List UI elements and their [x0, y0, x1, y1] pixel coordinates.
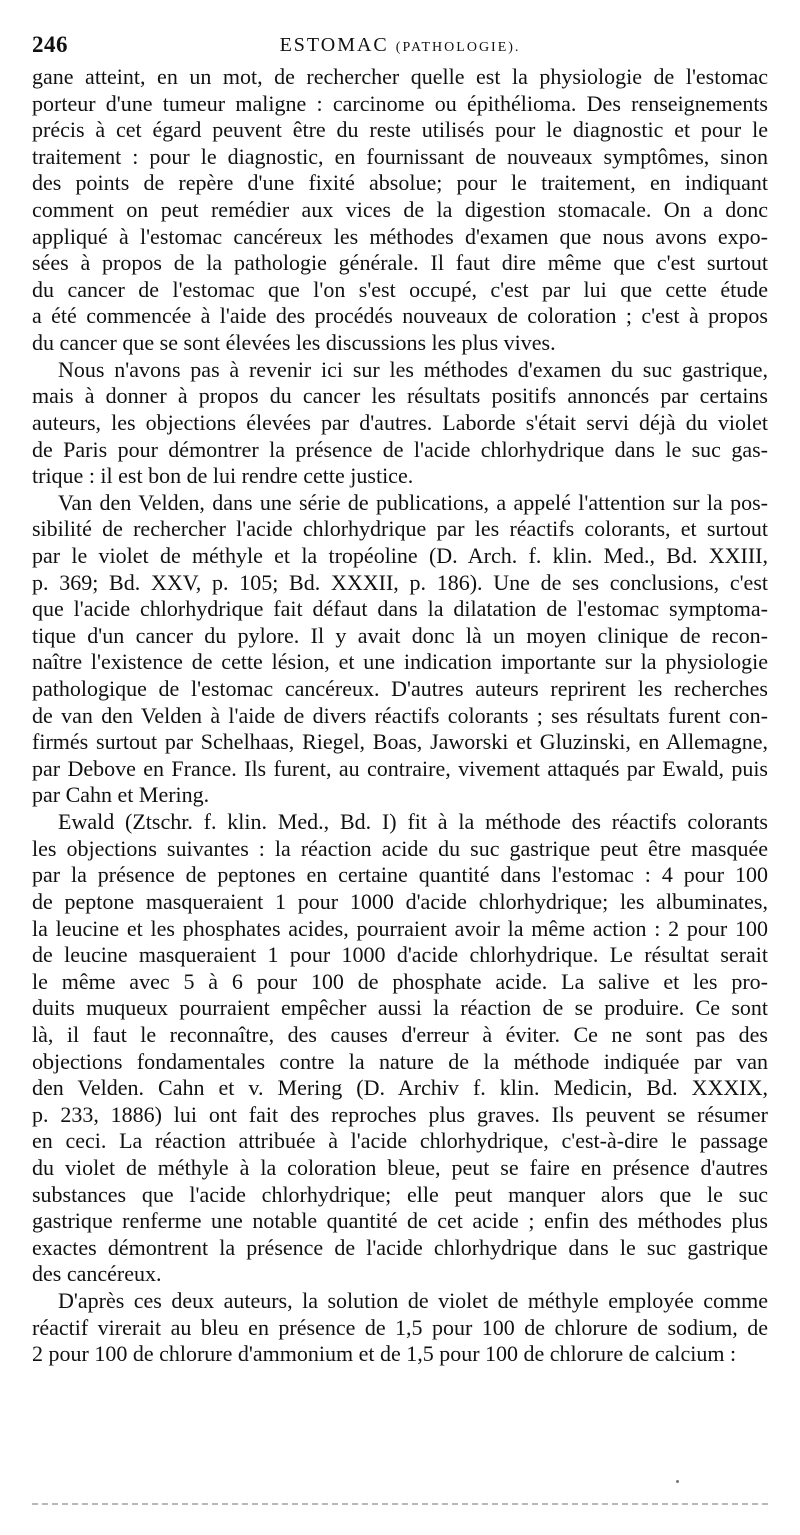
text-line: auteurs, les objections élevées par d'autres. Laborde s'était servi déjà du violet [32, 409, 768, 435]
text-line: les objections suivantes : la réaction acide du suc gastrique peut être masquée [32, 835, 768, 861]
text-line: exactes démontrent la présence de l'acide chlorhydrique dans le suc gastrique [32, 1234, 768, 1260]
text-line: p. 233, 1886) lui ont fait des reproches plus graves. Ils peuvent se résumer [32, 1101, 768, 1127]
text-line: des cancéreux. [32, 1261, 162, 1287]
running-head [32, 34, 768, 57]
text-line: là, il faut le reconnaître, des causes d'erreur à éviter. Ce ne sont pas des [32, 1021, 768, 1047]
text-line: appliqué à l'estomac cancéreux les méthodes d'examen que nous avons expo- [32, 223, 768, 249]
text-line: duits muqueux pourraient empêcher aussi la réaction de se produire. Ce sont [32, 995, 768, 1021]
text-line: objections fondamentales contre la nature de la méthode indiquée par van [32, 1048, 768, 1074]
text-line: Van den Velden, dans une série de publications, a appelé l'attention sur la pos- [58, 489, 768, 515]
text-line: tique d'un cancer du pylore. Il y avait donc là un moyen clinique de recon- [32, 622, 768, 648]
text-line: naître l'existence de cette lésion, et une indication importante sur la physiologie [32, 649, 768, 675]
text-line: du cancer que se sont élevées les discussions les plus vives. [32, 330, 556, 356]
text-line: en ceci. La réaction attribuée à l'acide chlorhydrique, c'est-à-dire le passage [32, 1128, 768, 1154]
text-line: 2 pour 100 de chlorure d'ammonium et de 1,5 pour 100 de chlorure de calcium : [32, 1341, 737, 1367]
body-text [32, 64, 768, 1368]
text-line: sibilité de rechercher l'acide chlorhydrique par les réactifs colorants, et surtout [32, 516, 768, 542]
text-line: la leucine et les phosphates acides, pourraient avoir la même action : 2 pour 100 [32, 915, 768, 941]
text-line: de leucine masqueraient 1 pour 1000 d'acide chlorhydrique. Le résultat serait [32, 942, 768, 968]
text-line: porteur d'une tumeur maligne : carcinome ou épithélioma. Des renseignements [32, 90, 768, 116]
text-line: de van den Velden à l'aide de divers réactifs colorants ; ses résultats furent con- [32, 702, 768, 728]
text-line: le même avec 5 à 6 pour 100 de phosphate acide. La salive et les pro- [32, 968, 768, 994]
page-header [32, 28, 768, 64]
text-line: du violet de méthyle à la coloration bleue, peut se faire en présence d'autres [32, 1154, 768, 1180]
text-line: réactif virerait au bleu en présence de 1,5 pour 100 de chlorure de sodium, de [32, 1314, 768, 1340]
text-line: par la présence de peptones en certaine quantité dans l'estomac : 4 pour 100 [32, 862, 768, 888]
text-line: den Velden. Cahn et v. Mering (D. Archiv f. klin. Medicin, Bd. XXXIX, [32, 1075, 768, 1101]
text-line: de peptone masqueraient 1 pour 1000 d'acide chlorhydrique; les albuminates, [32, 888, 768, 914]
text-line: mais à donner à propos du cancer les résultats positifs annoncés par certains [32, 383, 768, 409]
running-subtitle: (PATHOLOGIE). [395, 40, 521, 55]
text-line: de Paris pour démontrer la présence de l'acide chlorhydrique dans le suc gas- [32, 436, 768, 462]
text-line: p. 369; Bd. XXV, p. 105; Bd. XXXII, p. 186). Une de ses conclusions, c'est [32, 569, 768, 595]
text-line: par Debove en France. Ils furent, au contraire, vivement attaqués par Ewald, puis [32, 755, 768, 781]
footer-rule [32, 1503, 768, 1505]
text-line: comment on peut remédier aux vices de la digestion stomacale. On a donc [32, 197, 768, 223]
text-line: des points de repère d'une fixité absolue; pour le traitement, en indiquant [32, 170, 768, 196]
text-line: pathologique de l'estomac cancéreux. D'autres auteurs reprirent les recherches [32, 676, 768, 702]
text-line: gastrique renferme une notable quantité de cet acide ; enfin des méthodes plus [32, 1208, 768, 1234]
page-number: 246 [32, 32, 68, 57]
text-line: firmés surtout par Schelhaas, Riegel, Boas, Jaworski et Gluzinski, en Allemagne, [32, 729, 768, 755]
ink-speck [676, 1480, 679, 1483]
text-line: D'après ces deux auteurs, la solution de violet de méthyle employée comme [58, 1288, 768, 1314]
text-line: par Cahn et Mering. [32, 782, 210, 808]
text-line: que l'acide chlorhydrique fait défaut dans la dilatation de l'estomac symptoma- [32, 596, 768, 622]
text-line: du cancer de l'estomac que l'on s'est occupé, c'est par lui que cette étude [32, 276, 768, 302]
text-line: par le violet de méthyle et la tropéoline (D. Arch. f. klin. Med., Bd. XXIII, [32, 542, 768, 568]
text-line: sées à propos de la pathologie générale. Il faut dire même que c'est surtout [32, 250, 768, 276]
text-line: traitement : pour le diagnostic, en fournissant de nouveaux symptômes, sinon [32, 143, 768, 169]
text-line: précis à cet égard peuvent être du reste utilisés pour le diagnostic et pour le [32, 117, 768, 143]
text-line: a été commencée à l'aide des procédés nouveaux de coloration ; c'est à propos [32, 303, 768, 329]
text-line: substances que l'acide chlorhydrique; elle peut manquer alors que le suc [32, 1181, 768, 1207]
text-line: Nous n'avons pas à revenir ici sur les méthodes d'examen du suc gastrique, [58, 356, 768, 382]
text-line: gane atteint, en un mot, de rechercher quelle est la physiologie de l'estomac [32, 64, 768, 89]
text-line: trique : il est bon de lui rendre cette justice. [32, 463, 414, 489]
text-line: Ewald (Ztschr. f. klin. Med., Bd. I) fit à la méthode des réactifs colorants [58, 809, 768, 835]
running-title: ESTOMAC [279, 34, 389, 56]
